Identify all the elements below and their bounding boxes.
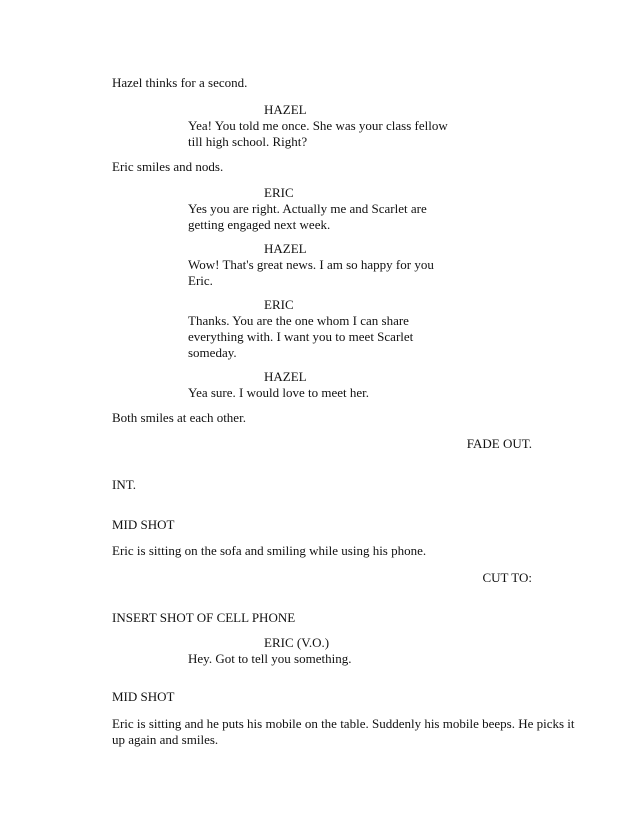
shot-heading: MID SHOT: [112, 517, 175, 532]
character-name: HAZEL: [264, 241, 307, 256]
shot-heading: MID SHOT: [112, 689, 175, 704]
action-text: Eric smiles and nods.: [112, 159, 224, 174]
dialogue-line: Wow! That's great news. I am so happy for you: [188, 257, 434, 272]
dialogue-line: someday.: [188, 345, 237, 360]
dialogue-line: Hey. Got to tell you something.: [188, 651, 352, 666]
dialogue-line: Yea sure. I would love to meet her.: [188, 385, 370, 400]
transition-text: CUT TO:: [482, 570, 532, 585]
action-text: up again and smiles.: [112, 732, 219, 747]
character-name: ERIC (V.O.): [264, 635, 330, 650]
action-text: Both smiles at each other.: [112, 410, 246, 425]
character-name: HAZEL: [264, 369, 307, 384]
transition-text: FADE OUT.: [466, 436, 532, 451]
action-text: Eric is sitting and he puts his mobile on the table. Suddenly his mobile beeps. He picks it: [112, 716, 575, 731]
dialogue-line: everything with. I want you to meet Scarlet: [188, 329, 414, 344]
dialogue-line: Yea! You told me once. She was your class fellow: [188, 118, 448, 133]
dialogue-line: Eric.: [188, 273, 213, 288]
action-text: Eric is sitting on the sofa and smiling while using his phone.: [112, 543, 427, 558]
dialogue-line: Thanks. You are the one whom I can share: [188, 313, 409, 328]
dialogue-line: till high school. Right?: [188, 134, 308, 149]
dialogue-line: getting engaged next week.: [188, 217, 331, 232]
dialogue-line: Yes you are right. Actually me and Scarlet are: [188, 201, 427, 216]
character-name: HAZEL: [264, 102, 307, 117]
action-text: Hazel thinks for a second.: [112, 75, 248, 90]
shot-heading: INSERT SHOT OF CELL PHONE: [112, 610, 296, 625]
character-name: ERIC: [264, 297, 294, 312]
scene-heading: INT.: [112, 477, 136, 492]
character-name: ERIC: [264, 185, 294, 200]
